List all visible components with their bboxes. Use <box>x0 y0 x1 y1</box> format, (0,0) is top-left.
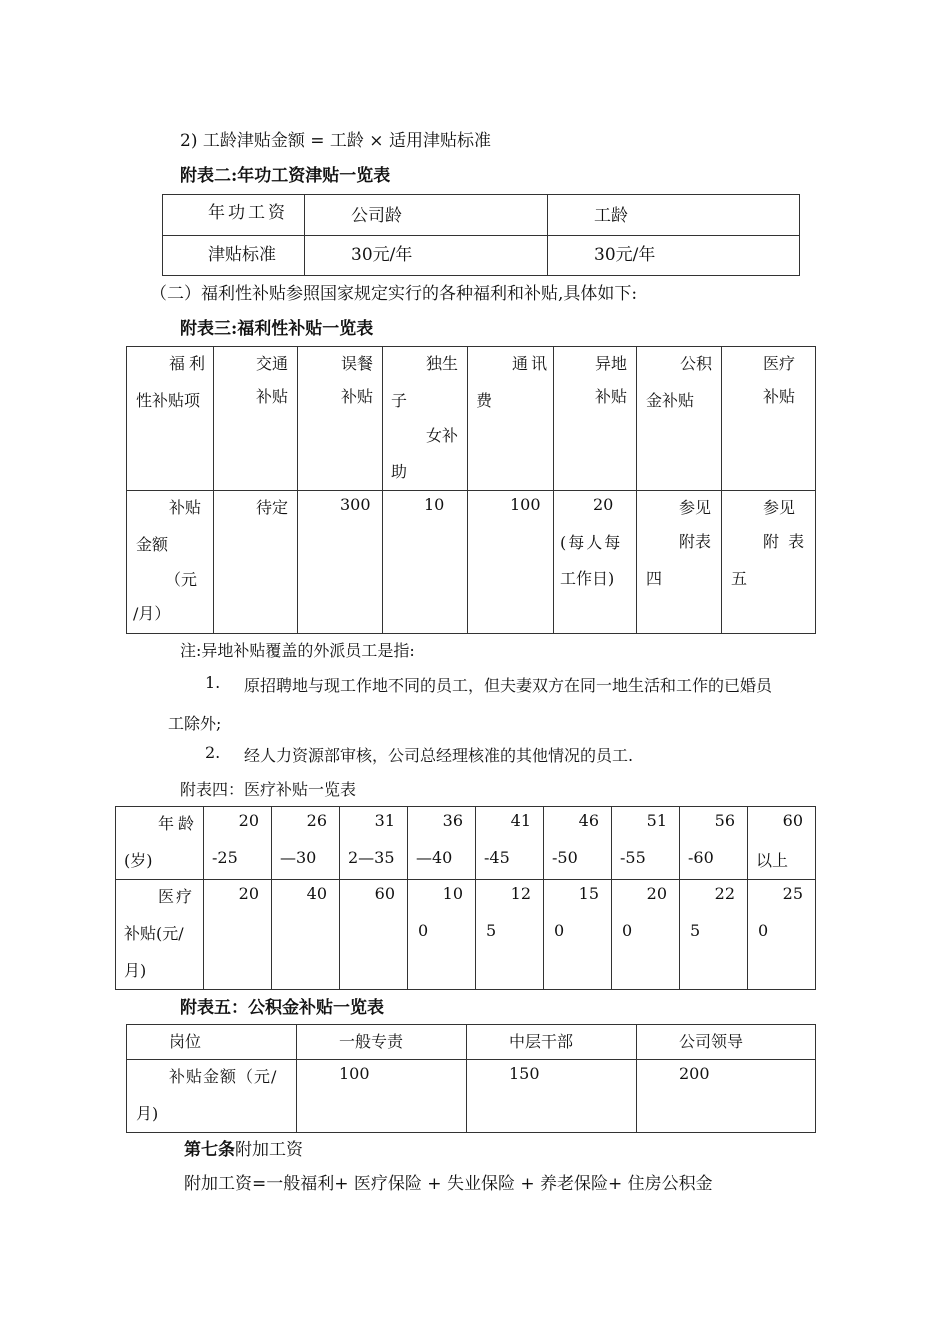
cell-text: 0 <box>758 921 769 940</box>
header-position: 岗位 <box>169 1032 202 1051</box>
cell-text: 22 <box>714 884 735 903</box>
cell-text: 补贴(元/ <box>124 924 184 943</box>
cell-text: 31 <box>374 811 395 830</box>
cell-text: 金补贴 <box>646 391 695 410</box>
value-general: 100 <box>339 1064 370 1083</box>
cell-text: 年龄 <box>158 814 199 833</box>
note-1-number: 1. <box>205 673 221 692</box>
medical-subsidy-table <box>115 806 816 990</box>
welfare-intro: （二）福利性补贴参照国家规定实行的各种福利和补贴,具体如下: <box>150 284 638 304</box>
cell-work-age: 工龄 <box>594 206 628 226</box>
cell-text: 附 表 <box>763 532 805 551</box>
cell-text: 12 <box>510 884 531 903</box>
cell-text: 20 <box>646 884 667 903</box>
cell-text: 通讯 <box>512 354 551 373</box>
cell-text: 医疗 <box>763 354 796 373</box>
allowance-formula: 2) 工龄津贴金额 = 工龄 × 适用津贴标准 <box>180 131 491 151</box>
article7-heading <box>184 1135 303 1160</box>
cell-text: 0 <box>622 921 633 940</box>
cell-text: 46 <box>578 811 599 830</box>
note-2-number: 2. <box>205 743 221 762</box>
amount-communication: 100 <box>510 495 541 514</box>
cell-text: 5 <box>690 921 701 940</box>
amount-meal: 300 <box>340 495 371 514</box>
note-2-text: 经人力资源部审核，公司总经理核准的其他情况的员工. <box>244 746 634 765</box>
cell-text: 20 <box>238 884 259 903</box>
cell-text: 月) <box>136 1104 159 1123</box>
cell-text: 26 <box>306 811 327 830</box>
cell-text: 参见 <box>763 498 796 517</box>
notes-title: 注:异地补贴覆盖的外派员工是指: <box>180 641 415 660</box>
cell-text: 补贴 <box>256 387 289 406</box>
header-general: 一般专责 <box>339 1032 404 1051</box>
cell-text: 女补 <box>426 426 459 445</box>
cell-text: -60 <box>688 848 714 867</box>
cell-text: 福利 <box>169 354 210 373</box>
cell-text: (岁) <box>124 851 153 870</box>
cell-label: 年功工资 <box>208 203 288 223</box>
cell-text: 36 <box>442 811 463 830</box>
cell-text: 金额 <box>136 535 169 554</box>
cell-text: 交通 <box>256 354 289 373</box>
cell-text: 月) <box>124 961 147 980</box>
cell-text: 0 <box>554 921 565 940</box>
cell-text: 误餐 <box>341 354 374 373</box>
note-1-continuation: 工除外; <box>168 714 222 733</box>
article7-title: 附加工资 <box>235 1140 303 1160</box>
cell-text: /月） <box>133 604 171 623</box>
cell-text: 公积 <box>680 354 713 373</box>
cell-text: （元 <box>165 570 198 589</box>
cell-text: -50 <box>552 848 578 867</box>
cell-text: 四 <box>646 569 663 588</box>
cell-text: 20 <box>238 811 259 830</box>
cell-text: 51 <box>646 811 667 830</box>
cell-text: 附表 <box>679 532 712 551</box>
cell-text: 60 <box>782 811 803 830</box>
welfare-subsidy-table <box>126 346 816 634</box>
cell-text: 20 <box>593 495 614 514</box>
cell-text: 独生 <box>426 354 459 373</box>
cell-text: 0 <box>418 921 429 940</box>
amount-only-child: 10 <box>424 495 445 514</box>
table2-title: 附表二:年功工资津贴一览表 <box>180 166 391 186</box>
value-middle: 150 <box>509 1064 540 1083</box>
cell-text: 60 <box>374 884 395 903</box>
header-middle: 中层干部 <box>509 1032 574 1051</box>
cell-text: -25 <box>212 848 238 867</box>
cell-text: 补贴 <box>169 498 202 517</box>
cell-text: 以上 <box>756 851 789 870</box>
cell-text: 40 <box>306 884 327 903</box>
cell-text: 五 <box>731 569 748 588</box>
cell-text: 56 <box>714 811 735 830</box>
cell-text: 41 <box>510 811 531 830</box>
cell-text: 25 <box>782 884 803 903</box>
seniority-allowance-table <box>162 194 800 276</box>
cell-text: —30 <box>280 848 317 867</box>
cell-text: 助 <box>391 462 408 481</box>
table3-title: 附表三:福利性补贴一览表 <box>180 319 374 339</box>
cell-company-age: 公司龄 <box>351 206 402 226</box>
cell-text: 补贴 <box>595 387 628 406</box>
cell-text: -55 <box>620 848 646 867</box>
cell-value: 30元/年 <box>351 245 413 265</box>
cell-text: —40 <box>416 848 453 867</box>
cell-text: -45 <box>484 848 510 867</box>
cell-text: 补贴金额（元/ <box>169 1067 278 1086</box>
article7-number: 第七条 <box>184 1140 235 1160</box>
cell-text: 5 <box>486 921 497 940</box>
cell-text: 补贴 <box>763 387 796 406</box>
value-leader: 200 <box>679 1064 710 1083</box>
article7-formula: 附加工资=一般福利+ 医疗保险 + 失业保险 + 养老保险+ 住房公积金 <box>184 1174 713 1194</box>
cell-text: 15 <box>578 884 599 903</box>
note-1-text: 原招聘地与现工作地不同的员工，但夫妻双方在同一地生活和工作的已婚员 <box>244 676 773 695</box>
table4-title: 附表四：医疗补贴一览表 <box>180 780 357 799</box>
cell-label: 津贴标准 <box>208 245 276 265</box>
cell-value: 30元/年 <box>594 245 656 265</box>
cell-text: (每人每 <box>560 533 623 552</box>
cell-text: 工作日) <box>560 569 615 588</box>
cell-text: 补贴 <box>341 387 374 406</box>
cell-text: 10 <box>442 884 463 903</box>
cell-text: 医疗 <box>158 887 195 906</box>
housing-fund-table <box>126 1024 816 1133</box>
table5-title: 附表五：公积金补贴一览表 <box>180 998 384 1018</box>
header-leader: 公司领导 <box>679 1032 744 1051</box>
cell-text: 参见 <box>679 498 712 517</box>
cell-text: 性补贴项 <box>136 391 201 410</box>
cell-text: 2—35 <box>348 848 395 867</box>
cell-text: 异地 <box>595 354 628 373</box>
cell-text: 子 <box>391 391 408 410</box>
cell-text: 费 <box>476 391 493 410</box>
amount-transport: 待定 <box>256 498 289 517</box>
